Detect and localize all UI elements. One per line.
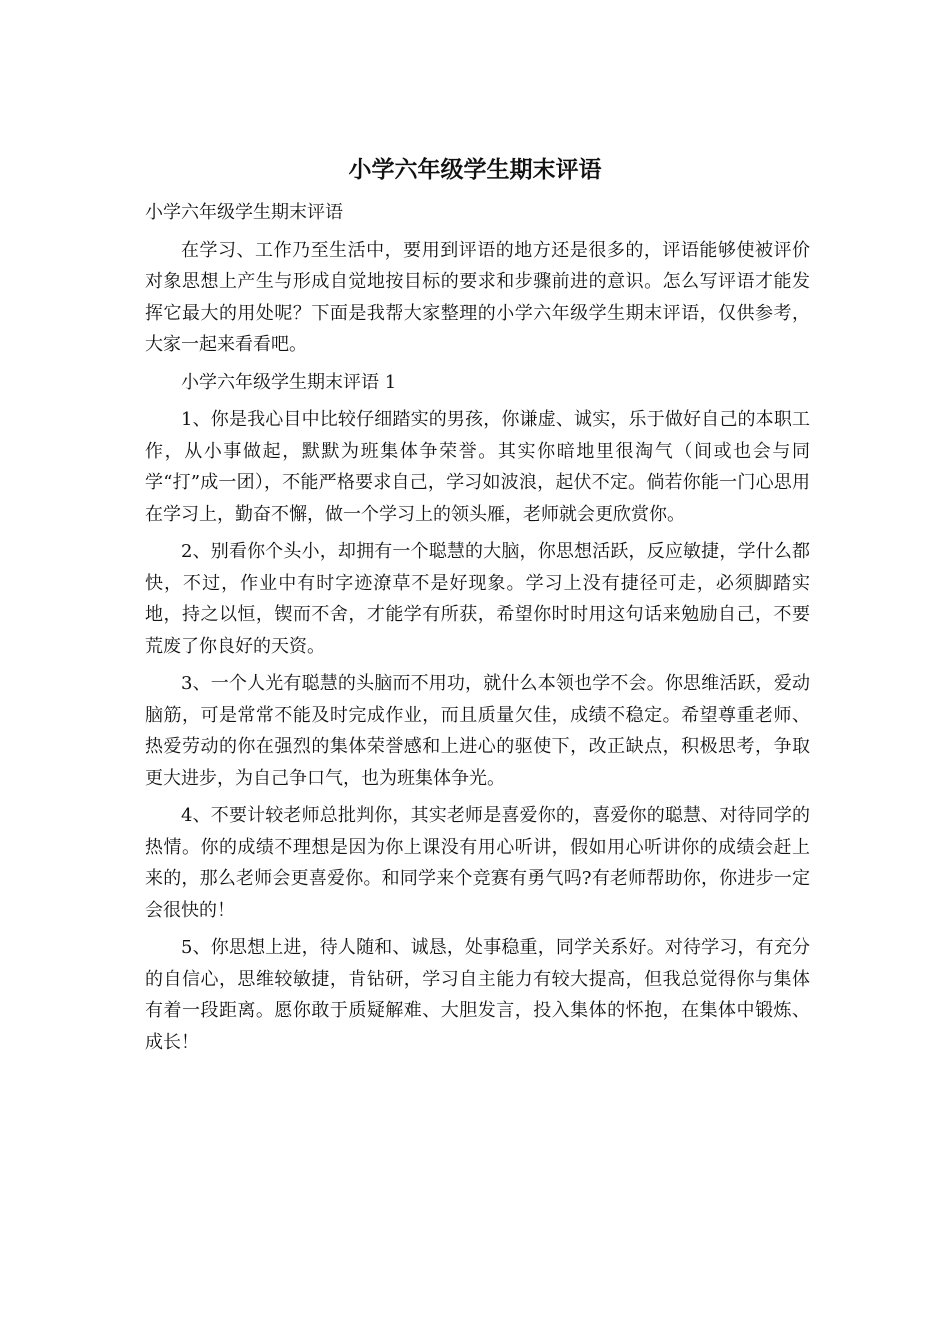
document-title: 小学六年级学生期末评语 [348,157,602,183]
comment-paragraph-2: 2、别看你个头小，却拥有一个聪慧的大脑，你思想活跃，反应敏捷，学什么都快，不过，作业中有时字迹潦草不是好现象。学习上没有捷径可走，必须脚踏实地，持之以恒，锲而不舍，才能学有所获，希望你时时用这句话来勉励自己，不要荒废了你良好的天资。 [145,541,810,657]
intro-paragraph: 在学习、工作乃至生活中，要用到评语的地方还是很多的，评语能够使被评价对象思想上产生与形成自觉地按目标的要求和步骤前进的意识。怎么写评语才能发挥它最大的用处呢？下面是我帮大家整理的小学六年级学生期末评语，仅供参考，大家一起来看看吧。 [145,239,810,355]
comment-paragraph-4: 4、不要计较老师总批判你，其实老师是喜爱你的，喜爱你的聪慧、对待同学的热情。你的成绩不理想是因为你上课没有用心听讲，假如用心听讲你的成绩会赶上来的，那么老师会更喜爱你。和同学来个竞赛有勇气吗?有老师帮助你，你进步一定会很快的！ [145,805,810,921]
comment-paragraph-3: 3、一个人光有聪慧的头脑而不用功，就什么本领也学不会。你思维活跃，爱动脑筋，可是常常不能及时完成作业，而且质量欠佳，成绩不稳定。希望尊重老师、热爱劳动的你在强烈的集体荣誉感和上进心的驱使下，改正缺点，积极思考，争取更大进步，为自己争口气，也为班集体争光。 [145,673,810,789]
comment-paragraph-1: 1、你是我心目中比较仔细踏实的男孩，你谦虚、诚实，乐于做好自己的本职工作，从小事做起，默默为班集体争荣誉。其实你暗地里很淘气（间或也会与同学“打”成一团），不能严格要求自己，学习如波浪，起伏不定。倘若你能一门心思用在学习上，勤奋不懈，做一个学习上的领头雁，老师就会更欣赏你。 [145,409,810,525]
document-subtitle: 小学六年级学生期末评语 [145,202,343,223]
comment-paragraph-5: 5、你思想上进，待人随和、诚恳，处事稳重，同学关系好。对待学习，有充分的自信心，思维较敏捷，肯钻研，学习自主能力有较大提高，但我总觉得你与集体有着一段距离。愿你敢于质疑解难、大胆发言，投入集体的怀抱，在集体中锻炼、成长！ [145,937,810,1053]
section-heading: 小学六年级学生期末评语 1 [181,371,397,393]
document-body [145,197,810,1064]
